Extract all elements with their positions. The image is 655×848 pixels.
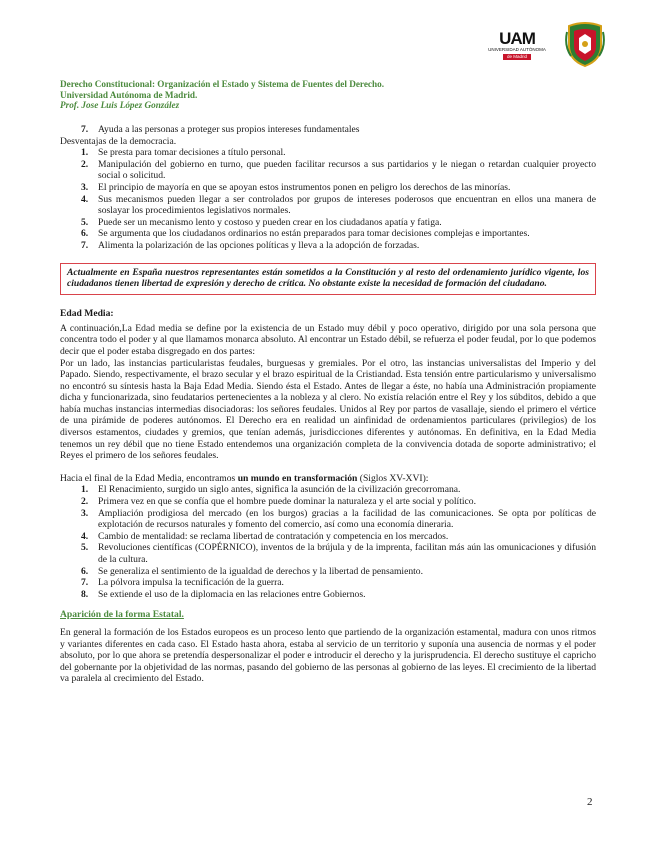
intro-text: Hacia el final de la Edad Media, encontramos — [60, 472, 238, 484]
course-title: Derecho Constitucional: Organización el Estado y Sistema de Fuentes del Derecho. — [60, 79, 385, 89]
advantages-list-tail — [60, 124, 596, 136]
list-number: 7. — [81, 239, 89, 251]
list-text: Alimenta la polarización de las opciones políticas y lleva a la adopción de forzadas. — [98, 239, 420, 251]
list-text: El principio de mayoría en que se apoyan estos instrumentos ponen en peligro los derechos de las minorías. — [98, 181, 511, 193]
list-number: 3. — [81, 181, 89, 193]
header-logos — [483, 22, 605, 68]
list-number: 5. — [81, 542, 89, 554]
intro-text-end: (Siglos XV-XVI): — [357, 472, 429, 484]
list-item — [60, 217, 596, 229]
list-text: Ampliación prodigiosa del mercado (en los burgos) gracias a la facilidad de las comunicaciones. Se opta por políticas de explotación de recursos naturales y fomento del comercio, así como una economía dineraria. — [98, 507, 596, 531]
document-header — [60, 79, 384, 111]
list-text: Ayuda a las personas a proteger sus propios intereses fundamentales — [98, 124, 360, 135]
disadvantages-list — [60, 147, 596, 251]
list-number: 7. — [81, 577, 89, 589]
list-text: Se argumenta que los ciudadanos ordinarios no están preparados para tomar decisiones complejas e importantes. — [98, 228, 530, 240]
university-name: Universidad Autónoma de Madrid. — [60, 89, 198, 100]
uam-logo-line: UNIVERSIDAD AUTÓNOMA — [488, 47, 546, 53]
disadvantages-heading: Desventajas de la democracia. — [60, 135, 177, 147]
list-text: Se generaliza el sentimiento de la igualdad de derechos y la libertad de pensamiento. — [98, 565, 423, 577]
list-item — [60, 159, 596, 182]
list-number: 8. — [81, 588, 89, 600]
list-item — [60, 508, 596, 531]
list-number: 6. — [81, 228, 89, 240]
list-text: Se extiende el uso de la diplomacia en las relaciones entre Gobiernos. — [98, 588, 366, 600]
list-number: 3. — [81, 507, 89, 519]
paragraph: En general la formación de los Estados europeos es un proceso lento que partiendo de la organización estamental, madura con unos ritmos y variantes diferentes en cada caso. El Estado hasta ahora, estaba al servicio de un territorio y suponía una ausencia de normas y el poder absoluto, por lo que ahora se pretendía despersonalizar el poder e introducir el derecho y la jurisprudencia. El derecho sustituye el capricho del gobernante por la objetividad de las normas, pasando del gobierno de las personas al gobierno de las leyes. El crecimiento de la libertad va paralela al crecimiento del Estado. — [60, 626, 596, 685]
crest-icon — [565, 22, 605, 68]
list-text: El Renacimiento, surgido un siglo antes, significa la asunción de la civilización grecorromana. — [98, 484, 461, 496]
author-name: Prof. Jose Luis López González — [60, 100, 180, 111]
list-item — [60, 147, 596, 159]
list-item — [60, 182, 596, 194]
spacer — [60, 462, 596, 473]
list-number: 2. — [81, 496, 89, 508]
list-text: Revoluciones científicas (COPÉRNICO), inventos de la brújula y de la imprenta, facilitan más aún las omunicaciones y difusión de la cultura. — [98, 542, 596, 565]
uam-logo-band: de Madrid — [503, 54, 531, 60]
highlight-note-box: Actualmente en España nuestros representantes están sometidos a la Constitución y al resto del ordenamiento jurídico vigente, los ciudadanos tienen libertad de expresión y derecho de crítica. No obstante existe la necesidad de formación del ciudadano. — [60, 263, 596, 296]
list-item — [60, 577, 596, 589]
paragraph: Por un lado, las instancias particularistas feudales, burguesas y gremiales. Por el otro, las instancias universalistas del Imperio y del Papado. Siendo, respectivamente, el brazo secular y el brazo espiritual de la Cristiandad. Esta tensión entre particularismo y universalismo no encontró su síntesis hasta la Baja Edad Media. Siendo ésta el Estado. Antes de llegar a éste, no había una Administración propiamente dicha y funcionarizada, sino feudatarios pertenecientes a la nobleza y al clero. No existía relación entre el Rey y los súbditos, debido a que había muchas instancias intermedias disociadoras: los señores feudales. Unidos al Rey por partos de vasallaje, siendo el primero el vértice de una pirámide de poderes autónomos. El Derecho era en realidad un ainfinidad de ordenamientos particulares (privilegios) de los diversos estamentos, ciudades y gremios, que tenían además, jurisdicciones diferentes y autónomas. En definitiva, en la Edad Media tenemos un rey débil que no tiene Estado entendemos una organización completa de la convivencia dotada de soporte administrativo; el Reyes el primero de los señores feudales. — [60, 357, 596, 462]
list-item — [60, 228, 596, 240]
list-text: Sus mecanismos pueden llegar a ser controlados por grupos de intereses poderosos que encuentran en ellos una manera de soslayar los procedimientos legislativos normales. — [98, 193, 596, 217]
list-number: 2. — [81, 158, 89, 170]
transformation-list — [60, 484, 596, 600]
list-item — [60, 542, 596, 565]
section-title-middle-ages: Edad Media: — [60, 308, 114, 320]
faculty-crest-logo — [565, 22, 605, 68]
intro-bold-text: un mundo en transformación — [237, 472, 358, 484]
list-number: 4. — [81, 530, 89, 542]
list-text: La pólvora impulsa la tecnificación de la guerra. — [98, 577, 284, 589]
list-item — [60, 124, 596, 136]
list-item — [60, 240, 596, 252]
list-item — [60, 589, 596, 601]
page-content — [60, 124, 596, 685]
list-number: 1. — [81, 484, 89, 496]
page-number: 2 — [587, 796, 593, 808]
list-number: 4. — [81, 193, 89, 205]
list-text: Manipulación del gobierno en turno, que pueden facilitar recursos a sus partidarios y le niegan o retardan cualquier proyecto social o solicitud. — [98, 158, 596, 182]
list-item — [60, 496, 596, 508]
list-text: Se presta para tomar decisiones a título personal. — [98, 147, 286, 159]
list-item — [60, 194, 596, 217]
transformation-intro — [60, 473, 596, 485]
uam-logo — [483, 30, 551, 60]
list-text: Cambio de mentalidad: se reclama libertad de contratación y competencia en los mercados. — [98, 530, 449, 542]
section-title-state-appearance: Aparición de la forma Estatal. — [60, 609, 184, 621]
list-item — [60, 566, 596, 578]
paragraph: A continuación,La Edad media se define por la existencia de un Estado muy débil y poco operativo, dirigido por una sola persona que concentra todo el poder y al que llamamos monarca absoluto. Al encontrar un Estado débil, se refuerza el poder feudal, por lo que podemos decir que el poder estaba disgregado en dos partes: — [60, 322, 596, 357]
uam-logo-mark: UAM — [499, 29, 535, 49]
list-item — [60, 484, 596, 496]
list-number: 1. — [81, 147, 89, 159]
list-text: Primera vez en que se confía que el hombre puede dominar la naturaleza y el arte social y político. — [98, 496, 476, 508]
list-number: 6. — [81, 565, 89, 577]
list-item — [60, 531, 596, 543]
list-number: 7. — [81, 124, 89, 135]
list-text: Puede ser un mecanismo lento y costoso y pueden crear en los ciudadanos apatía y fatiga. — [98, 216, 442, 228]
list-number: 5. — [81, 216, 89, 228]
